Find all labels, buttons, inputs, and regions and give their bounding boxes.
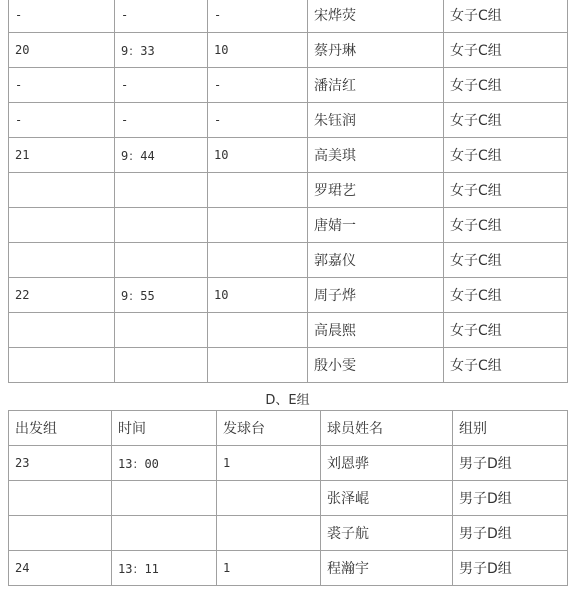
division-cell: 女子C组 <box>444 348 568 383</box>
group-cell <box>9 208 115 243</box>
table-row <box>9 103 568 138</box>
group-cell <box>9 313 115 348</box>
time-cell: 13：00 <box>112 446 217 481</box>
group-cell: 24 <box>9 551 112 586</box>
table-row <box>9 278 568 313</box>
division-cell: 女子C组 <box>444 208 568 243</box>
section-caption: D、E组 <box>265 393 310 408</box>
player-name-cell: 张泽崐 <box>321 481 453 516</box>
time-cell <box>115 173 208 208</box>
group-cell <box>9 516 112 551</box>
tee-cell: 10 <box>208 33 308 68</box>
player-name-cell: 罗珺艺 <box>308 173 444 208</box>
header-player-name: 球员姓名 <box>321 411 453 446</box>
group-cell: 20 <box>9 33 115 68</box>
division-cell: 男子D组 <box>453 481 568 516</box>
table-row <box>9 516 568 551</box>
tee-cell <box>208 348 308 383</box>
table-de-body <box>9 411 568 586</box>
header-group: 出发组 <box>9 411 112 446</box>
group-cell: 22 <box>9 278 115 313</box>
tee-time-table-c <box>8 0 568 383</box>
group-cell: - <box>9 103 115 138</box>
time-cell <box>115 348 208 383</box>
player-name-cell: 殷小雯 <box>308 348 444 383</box>
time-cell: 9：44 <box>115 138 208 173</box>
header-tee: 发球台 <box>217 411 321 446</box>
player-name-cell: 刘恩骅 <box>321 446 453 481</box>
header-time: 时间 <box>112 411 217 446</box>
table-row <box>9 551 568 586</box>
group-cell <box>9 481 112 516</box>
tee-cell <box>208 208 308 243</box>
time-cell: - <box>115 103 208 138</box>
division-cell: 女子C组 <box>444 243 568 278</box>
table-row <box>9 208 568 243</box>
tee-cell: 1 <box>217 446 321 481</box>
tee-cell <box>217 481 321 516</box>
group-cell <box>9 243 115 278</box>
division-cell: 男子D组 <box>453 446 568 481</box>
time-cell: 9：33 <box>115 33 208 68</box>
player-name-cell: 裘子航 <box>321 516 453 551</box>
player-name-cell: 高美琪 <box>308 138 444 173</box>
division-cell: 女子C组 <box>444 278 568 313</box>
header-division: 组别 <box>453 411 568 446</box>
table-row <box>9 68 568 103</box>
group-cell: 21 <box>9 138 115 173</box>
tee-time-table-de <box>8 410 568 586</box>
player-name-cell: 高晨熙 <box>308 313 444 348</box>
table-row <box>9 173 568 208</box>
table-c-body <box>9 0 568 383</box>
time-cell: - <box>115 68 208 103</box>
division-cell: 女子C组 <box>444 68 568 103</box>
division-cell: 女子C组 <box>444 0 568 33</box>
time-cell: - <box>115 0 208 33</box>
division-cell: 女子C组 <box>444 313 568 348</box>
player-name-cell: 周子烨 <box>308 278 444 313</box>
tee-cell <box>208 243 308 278</box>
player-name-cell: 蔡丹琳 <box>308 33 444 68</box>
player-name-cell: 郭嘉仪 <box>308 243 444 278</box>
table-header-row <box>9 411 568 446</box>
table-row <box>9 481 568 516</box>
tee-cell <box>208 173 308 208</box>
division-cell: 女子C组 <box>444 173 568 208</box>
tee-cell <box>217 516 321 551</box>
time-cell <box>115 243 208 278</box>
group-cell: - <box>9 68 115 103</box>
tee-cell: - <box>208 103 308 138</box>
time-cell: 9：55 <box>115 278 208 313</box>
tee-cell: 1 <box>217 551 321 586</box>
player-name-cell: 宋烨荧 <box>308 0 444 33</box>
division-cell: 男子D组 <box>453 551 568 586</box>
tee-cell <box>208 313 308 348</box>
table-row <box>9 0 568 33</box>
table-row <box>9 243 568 278</box>
player-name-cell: 潘洁红 <box>308 68 444 103</box>
division-cell: 女子C组 <box>444 103 568 138</box>
table-row <box>9 33 568 68</box>
time-cell <box>112 516 217 551</box>
tee-cell: - <box>208 68 308 103</box>
group-cell <box>9 348 115 383</box>
division-cell: 女子C组 <box>444 33 568 68</box>
table-row <box>9 313 568 348</box>
group-cell: - <box>9 0 115 33</box>
tee-cell: - <box>208 0 308 33</box>
division-cell: 女子C组 <box>444 138 568 173</box>
time-cell <box>115 313 208 348</box>
tee-cell: 10 <box>208 138 308 173</box>
time-cell: 13：11 <box>112 551 217 586</box>
division-cell: 男子D组 <box>453 516 568 551</box>
player-name-cell: 程瀚宇 <box>321 551 453 586</box>
tee-cell: 10 <box>208 278 308 313</box>
table-row <box>9 446 568 481</box>
player-name-cell: 朱钰润 <box>308 103 444 138</box>
table-row <box>9 138 568 173</box>
group-cell: 23 <box>9 446 112 481</box>
time-cell <box>115 208 208 243</box>
player-name-cell: 唐婧一 <box>308 208 444 243</box>
time-cell <box>112 481 217 516</box>
group-cell <box>9 173 115 208</box>
table-row <box>9 348 568 383</box>
